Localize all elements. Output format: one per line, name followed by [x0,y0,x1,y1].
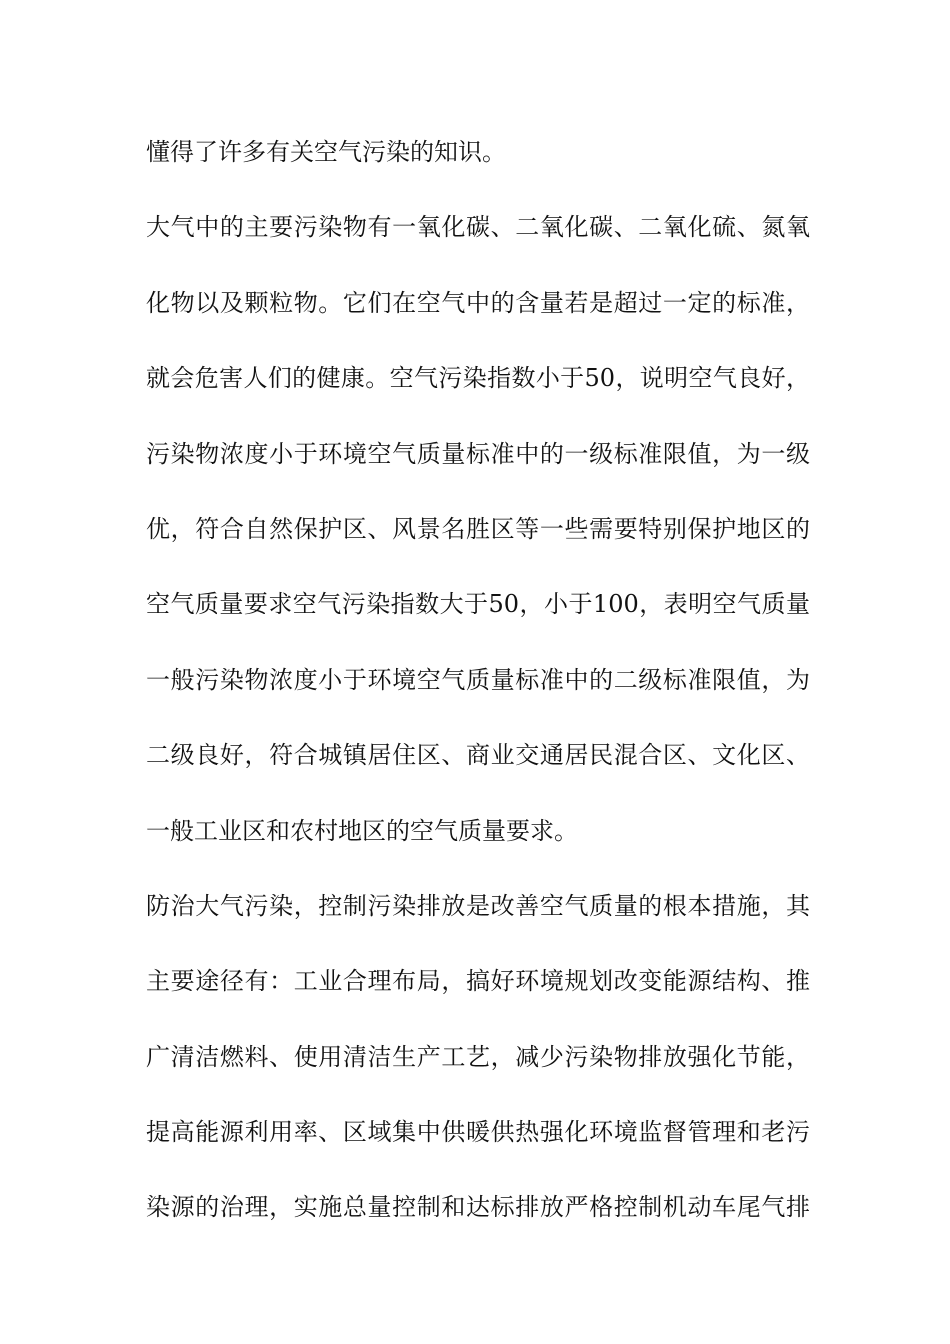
paragraph-line: 染源的治理，实施总量控制和达标排放严格控制机动车尾气排 [146,1193,810,1222]
paragraph-line: 提高能源利用率、区域集中供暖供热强化环境监督管理和老污 [146,1118,810,1147]
paragraph-line: 就会危害人们的健康。空气污染指数小于50，说明空气良好， [146,364,810,393]
paragraph-line: 广清洁燃料、使用清洁生产工艺，减少污染物排放强化节能， [146,1042,810,1071]
document-body [146,128,810,1259]
paragraph-line: 优，符合自然保护区、风景名胜区等一些需要特别保护地区的 [146,514,810,543]
paragraph-line: 二级良好，符合城镇居住区、商业交通居民混合区、文化区、 [146,741,810,770]
paragraph-line: 主要途径有：工业合理布局，搞好环境规划改变能源结构、推 [146,967,810,996]
paragraph-line: 化物以及颗粒物。它们在空气中的含量若是超过一定的标准， [146,288,810,317]
paragraph-line: 污染物浓度小于环境空气质量标准中的一级标准限值，为一级 [146,439,810,468]
paragraph-line: 一般工业区和农村地区的空气质量要求。 [146,816,578,845]
paragraph-line: 懂得了许多有关空气污染的知识。 [146,138,506,166]
paragraph-line: 一般污染物浓度小于环境空气质量标准中的二级标准限值，为 [146,665,810,694]
paragraph-line: 空气质量要求空气污染指数大于50，小于100，表明空气质量 [146,590,810,619]
paragraph-line: 防治大气污染，控制污染排放是改善空气质量的根本措施，其 [146,891,810,920]
paragraph-line: 大气中的主要污染物有一氧化碳、二氧化碳、二氧化硫、氮氧 [146,213,810,242]
